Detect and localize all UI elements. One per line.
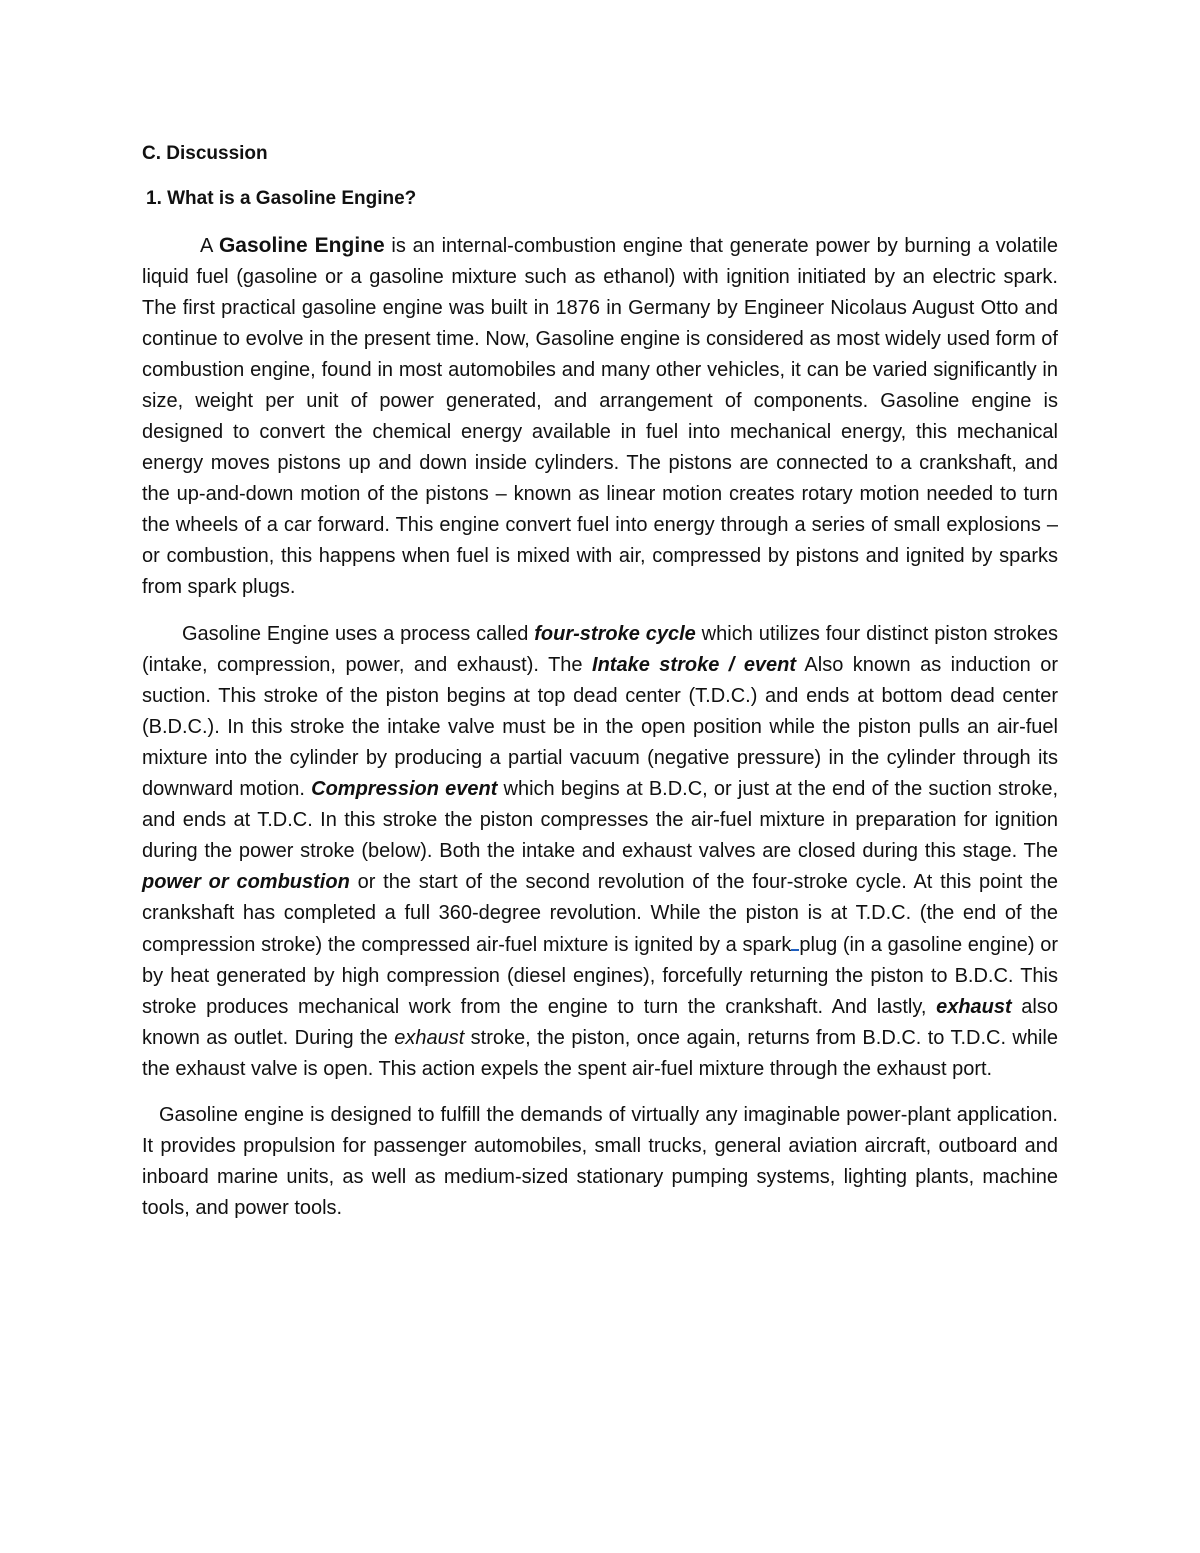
paragraph-definition-body: is an internal-combustion engine that generate power by burning a volatile liquid fuel (gasoline or a gasoline mixture such as ethanol) with ignition initiated by an electric spark. The first practical gasoline engine was built in 1876 in Germany by Engineer Nicolaus August Otto and continue to evolve in the present time. Now, Gasoline engine is considered as most widely used form of combustion engine, found in most automobiles and many other vehicles, it can be varied significantly in size, weight per unit of power generated, and arrangement of components. Gasoline engine is designed to convert the chemical energy available in fuel into mechanical energy, this mechanical energy moves pistons up and down inside cylinders. The pistons are connected to a crankshaft, and the up-and-down motion of the pistons – known as linear motion creates rotary motion needed to turn the wheels of a car forward. This engine convert fuel into energy through a series of small explosions – or combustion, this happens when fuel is mixed with air, compressed by pistons and ignited by sparks from spark plugs.	[142, 235, 1058, 598]
question-heading: 1. What is a Gasoline Engine?	[146, 188, 417, 209]
text-segment: plug	[799, 934, 838, 956]
term-gasoline-engine: Gasoline Engine	[218, 234, 385, 257]
term-compression-event: Compression event	[311, 778, 498, 800]
term-power-combustion: power or combustion	[142, 871, 350, 893]
text-segment: also known as outlet. During the	[142, 996, 1058, 1049]
text-segment: or the start of the second revolution of the four-stroke cycle. At this point the crankshaft has completed a full 360-degree revolution. While the piston is at T.D.C. (the end of the compression stroke) the compressed air-fuel mixture is ignited by a spark	[142, 871, 1058, 956]
term-exhaust: exhaust	[936, 996, 1012, 1018]
paragraph-four-stroke	[142, 619, 1058, 1085]
text-segment: stroke, the piston, once again, returns from B.D.C. to T.D.C. while the exhaust valve is open. This action expels the spent air-fuel mixture through the exhaust port.	[142, 1027, 1059, 1080]
paragraph-definition-lead: A	[200, 235, 219, 257]
text-segment: (in a gasoline engine) or by heat generated by high compression (diesel engines), forcefully returning the piston to B.D.C. This stroke produces mechanical work from the engine to turn the crankshaft. And lastly,	[142, 934, 1058, 1018]
term-four-stroke-cycle: four-stroke cycle	[534, 623, 696, 645]
text-segment: which begins at B.D.C, or just at the end of the suction stroke, and ends at T.D.C. In this stroke the piston compresses the air-fuel mixture in preparation for ignition during the power stroke (below). Both the intake and exhaust valves are closed during this stage. The	[142, 778, 1058, 862]
text-segment: Also known as induction or suction. This stroke of the piston begins at top dead center (T.D.C.) and ends at bottom dead center (B.D.C.). In this stroke the intake valve must be in the open position while the piston pulls an air-fuel mixture into the cylinder by producing a partial vacuum (negative pressure) in the cylinder through its downward motion.	[142, 654, 1058, 800]
document-body	[142, 138, 1058, 1224]
paragraph-applications: Gasoline engine is designed to fulfill the demands of virtually any imaginable power-plant application. It provides propulsion for passenger automobiles, small trucks, general aviation aircraft, outboard and inboard marine units, as well as medium-sized stationary pumping systems, lighting plants, machine tools, and power tools.	[142, 1104, 1058, 1219]
paragraph-definition	[142, 230, 1058, 603]
text-segment: which utilizes four distinct piston strokes (intake, compression, power, and exhaust). The	[142, 623, 1058, 676]
term-intake-stroke: Intake stroke / event	[592, 654, 797, 676]
text-segment: Gasoline Engine uses a process called	[182, 623, 535, 645]
section-heading: C. Discussion	[142, 143, 268, 164]
term-exhaust-italic: exhaust	[394, 1027, 465, 1049]
